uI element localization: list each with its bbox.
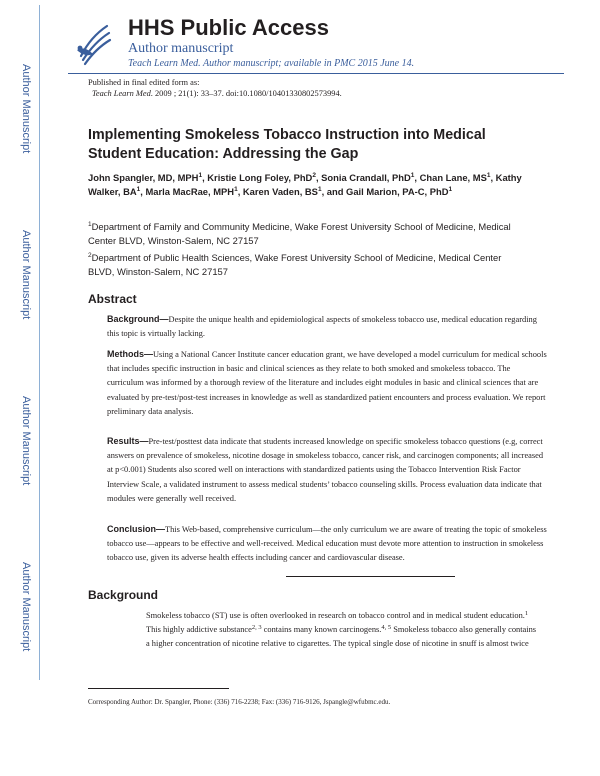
affiliation-2: $^2$Department of Public Health Sciences, Wake Forest University School of Medicine, Medical Center BLVD, Winston-Salem, NC 27157 xyxy=(88,252,502,277)
side-label: Author Manuscript xyxy=(20,562,32,652)
author-name: Kathy Walker, BA xyxy=(88,172,522,197)
author-affiliation-mark: 1 xyxy=(448,186,453,193)
abstract-heading: Abstract xyxy=(88,292,137,306)
author-list: John Spangler, MD, MPH$^1$, Kristie Long Foley, PhD$^2$, Sonia Crandall, PhD$^1$, Chan Lane, $MS^1$, Kathy Walker, $BA^1$, Marla MacRae, MPH$^1$, Karen Vaden, $BS^1$, and Gail Marion, PA-C, PhD$^1$ xyxy=(88,172,522,197)
author-name: Karen Vaden, BS xyxy=(242,186,318,197)
hhs-eagle-logo-icon xyxy=(73,20,113,66)
abstract-results: Results—Pre-test/posttest data indicate that students increased knowledge on specific smokeless tobacco questions (e.g, correct answers on prevalence of smokeless, nicotine dosage in smokeless tobacco, cancer risk, and carcinogen components; all increased at p<0.001) Students also scored well on interactions with standardized patients using the Tobacco Intervention Risk Factor Interview Scale, a validated instrument to assess medical students’ tobacco counseling skills. Process evaluation data indicate that modules were generally well received. xyxy=(107,436,544,503)
side-rule xyxy=(39,5,40,680)
author-name: Gail Marion, PA-C, PhD xyxy=(346,186,449,197)
author-affiliation-mark: 1 xyxy=(234,186,238,193)
header-rule xyxy=(68,73,564,74)
author-affiliation-mark: 1 xyxy=(410,172,415,179)
abstract-background: Background—Despite the unique health and epidemiological aspects of smokeless tobacco use, medical education regarding this topic is virtually lacking. xyxy=(107,314,537,339)
author-name: Marla MacRae, MPH xyxy=(145,186,235,197)
corresponding-author-footnote: Corresponding Author: Dr. Spangler, Phone: (336) 716-2238; Fax: (336) 716-9126, Jspangle@wfubmc.edu. xyxy=(88,698,391,706)
abstract-underline xyxy=(286,576,455,577)
author-affiliation-mark: 1 xyxy=(136,186,141,193)
side-label: Author Manuscript xyxy=(20,230,32,320)
side-label: Author Manuscript xyxy=(20,64,32,154)
article-title: Implementing Smokeless Tobacco Instruction into Medical Student Education: Addressing the Gap xyxy=(88,127,486,162)
abstract-conclusion: Conclusion—This Web-based, comprehensive curriculum—the only curriculum we are aware of treating the topic of smokeless tobacco use—appears to be effective and well-received. Medical education must devote more attention to instruction in smokeless tobacco use, given its adverse health effects including cancer and cardiovascular disease. xyxy=(107,524,547,563)
background-paragraph: Smokeless tobacco (ST) use is often overlooked in research on tobacco control and in medical student education.$^1$ This highly addictive substance$^{2, 3}$ contains many known carcinogens.$^{4, 5}$ Smokeless tobacco also generally contains a higher concentration of nicotine relative to cigarettes. The typical single dose of nicotine in snuff is almost twice xyxy=(146,610,537,649)
background-heading: Background xyxy=(88,588,159,602)
side-label: Author Manuscript xyxy=(20,396,32,486)
author-affiliation-mark: 1 xyxy=(198,172,203,179)
published-citation: Teach Learn Med. 2009 ; 21(1): 33–37. doi:10.1080/10401330802573994. xyxy=(92,89,342,98)
author-name: John Spangler, MD, MPH xyxy=(88,172,199,183)
author-affiliation-mark: 1 xyxy=(317,186,322,193)
author-affiliation-mark: 2 xyxy=(312,172,316,179)
header-subtitle: Author manuscript xyxy=(128,41,234,56)
footnote-rule xyxy=(88,688,229,689)
author-affiliation-mark: 1 xyxy=(486,172,491,179)
header-citation: Teach Learn Med. Author manuscript; available in PMC 2015 June 14. xyxy=(128,58,415,69)
abstract-methods: Methods—Using a National Cancer Institute cancer education grant, we have developed a model curriculum for medical schools that includes specific instruction in basic and clinical sciences as they relate to both smoked and smokeless tobacco. The curriculum was informed by a thorough review of the literature and includes eight modules in basic and clinical sciences that are evaluated by pre-test/post-test increases in knowledge as well as standardized patient encounters and process evaluation. We report preliminary data analysis. xyxy=(107,349,547,416)
author-name: Sonia Crandall, PhD xyxy=(321,172,411,183)
published-label: Published in final edited form as: xyxy=(88,78,200,87)
author-name: Chan Lane, MS xyxy=(419,172,487,183)
author-name: Kristie Long Foley, PhD xyxy=(207,172,313,183)
affiliation-1: $^1$Department of Family and Community Medicine, Wake Forest University School of Medicine, Medical Center BLVD, Winston-Salem, NC 27157 xyxy=(88,221,511,246)
header-title: HHS Public Access xyxy=(128,15,329,40)
